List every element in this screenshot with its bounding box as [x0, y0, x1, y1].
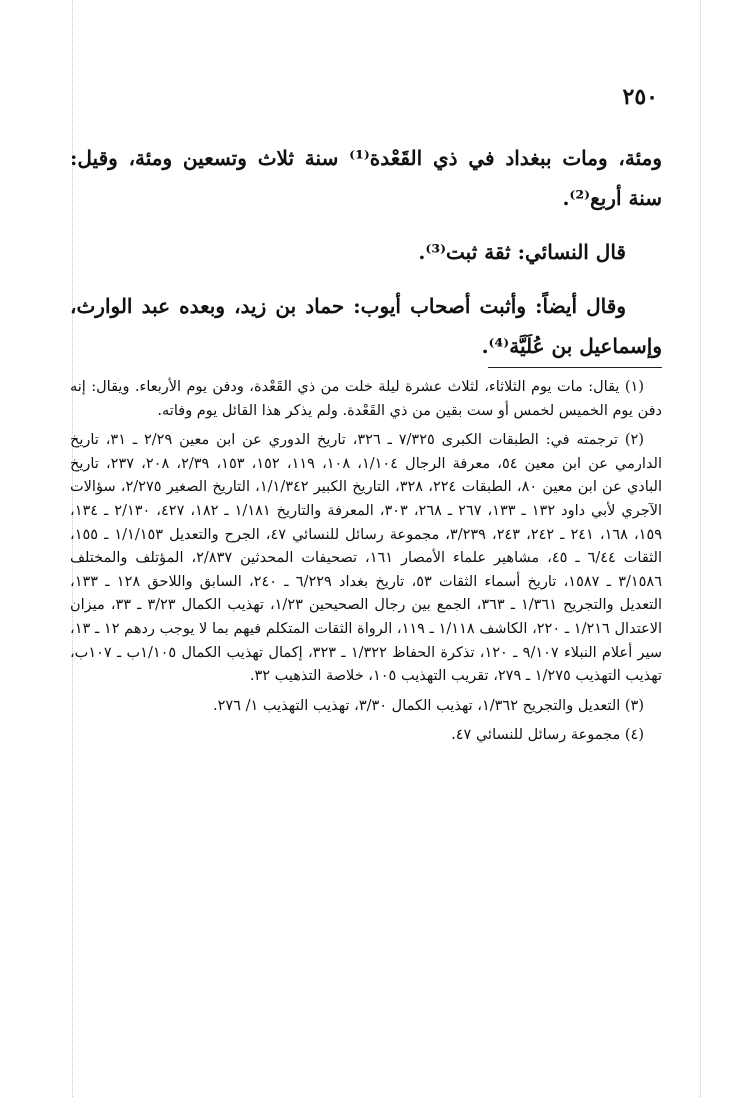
footnote-1: (١) يقال: مات يوم الثلاثاء، لثلاث عشرة ليلة خلت من ذي القَعْدة، ودفن يوم الأربعاء. ويقال: إنه دفن يوم الخميس لخمس أو ست بقين من ذي القَعْدة. ولم يذكر هذا القائل يوم وفاته. [70, 379, 662, 419]
footnote-4: (٤) مجموعة رسائل للنسائي ٤٧. [451, 727, 644, 744]
main-text [70, 138, 662, 380]
page-number: ٢٥٠ [622, 84, 658, 110]
margin-guide-right [700, 0, 701, 1097]
footnote-divider [488, 367, 662, 368]
footnotes [70, 376, 662, 754]
main-paragraph-1: ومئة، ومات ببغداد في ذي القَعْدة⁽¹⁾ سنة ثلاث وتسعين ومئة، وقيل: سنة أربع⁽²⁾. [70, 146, 662, 210]
footnote-2: (٢) ترجمته في: الطبقات الكبرى ٧/٣٢٥ ـ ٣٢٦، تاريخ الدوري عن ابن معين ٢/٢٩ ـ ٣١، تاريخ الدارمي عن ابن معين ٥٤، معرفة الرجال ١/١٠٤، ١٠٨، ١١٩، ١٥٢، ١٥٣، ٢/٣٩، ٢٠٨، ٢٣٧، تاريخ البادي عن ابن معين ٨٠، الطبقات ٢٢٤، ٣٢٨، التاريخ الكبير ١/١/٣٤٢، التاريخ الصغير ٢/٢٧٥، سؤالات الآجري لأبي داود ١٣٢ ـ ١٣٣، ٢٦٧ ـ ٢٦٨، ٣٠٣، المعرفة والتاريخ ١/١٨١ ـ ١٨٢، ٤٢٧، ٢/١٣٠ ـ ١٣٤، ١٥٩، ١٦٨، ٢٤١ ـ ٢٤٢، ٢٤٣، ٣/٢٣٩، مجموعة رسائل للنسائي ٤٧، الجرح والتعديل ١/١/١٥٣ ـ ١٥٥، الثقات ٦/٤٤ ـ ٤٥، مشاهير علماء الأمصار ١٦١، تصحيفات المحدثين ٢/٨٣٧، المؤتلف والمختلف ٣/١٥٨٦ ـ ١٥٨٧، تاريخ أسماء الثقات ٥٣، تاريخ بغداد ٦/٢٢٩ ـ ٢٤٠، السابق واللاحق ١٢٨ ـ ١٣٣، التعديل والتجريح ١/٣٦١ ـ ٣٦٣، الجمع بين رجال الصحيحين ١/٢٣، تهذيب الكمال ٣/٢٣ ـ ٣٣، ميزان الاعتدال ١/٢١٦ ـ ٢٢٠، الكاشف ١/١١٨ ـ ١١٩، الرواة الثقات المتكلم فيهم بما لا يوجب ردهم ١٢ ـ ١٣، سير أعلام النبلاء ٩/١٠٧ ـ ١٢٠، تذكرة الحفاظ ١/٣٢٢ ـ ٣٢٣، إكمال تهذيب الكمال ١/١٠٥ب ـ ١٠٧ب، تهذيب التهذيب ١/٢٧٥ ـ ٢٧٩، تقريب التهذيب ١٠٥، خلاصة التذهيب ٣٢. [70, 432, 663, 685]
main-paragraph-2: قال النسائي: ثقة ثبت⁽³⁾. [418, 240, 626, 264]
main-paragraph-3: وقال أيضاً: وأثبت أصحاب أيوب: حماد بن زيد، وبعده عبد الوارث، وإسماعيل بن عُلَيَّة⁽⁴⁾. [70, 294, 662, 358]
footnote-3: (٣) التعديل والتجريح ١/٣٦٢، تهذيب الكمال ٣/٣٠، تهذيب التهذيب ١/ ٢٧٦. [213, 697, 644, 714]
